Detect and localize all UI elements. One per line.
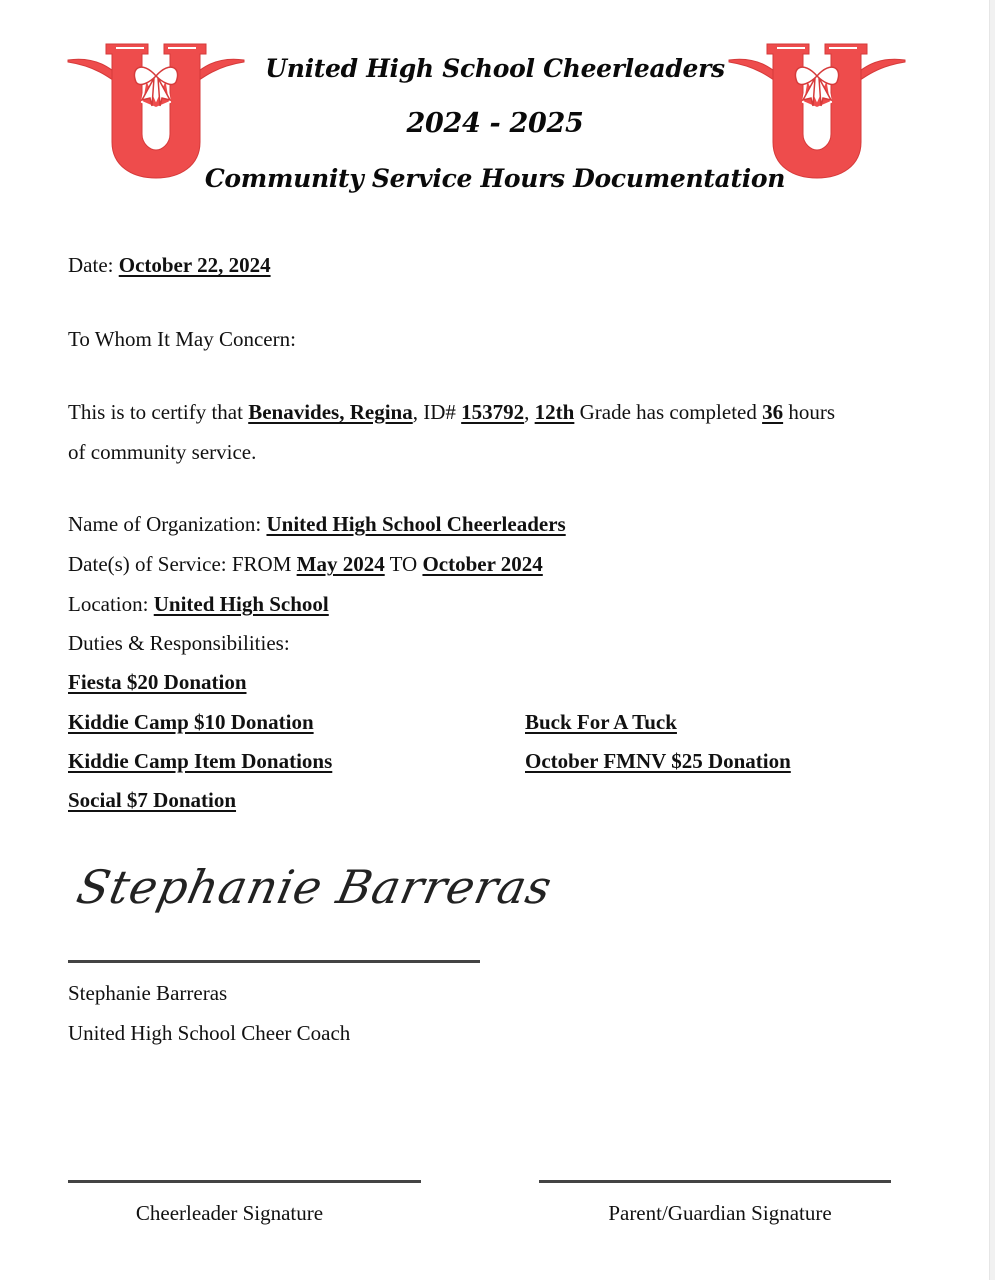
duty-item: Buck For A Tuck — [525, 710, 677, 734]
service-to: October 2024 — [422, 552, 543, 576]
date-label: Date: — [68, 253, 114, 277]
certify-prefix: This is to certify that — [68, 400, 243, 424]
student-id: 153792 — [461, 400, 525, 424]
location-line — [68, 592, 329, 617]
cheerleader-signature-label: Cheerleader Signature — [135, 1201, 324, 1225]
salutation: To Whom It May Concern: — [68, 327, 296, 351]
parent-signature-line[interactable] — [539, 1180, 891, 1183]
organization-line — [68, 512, 566, 537]
document-title: United High School Cheerleaders — [265, 54, 725, 83]
service-from: May 2024 — [296, 552, 385, 576]
date-value: October 22, 2024 — [118, 253, 271, 277]
document-subtitle: Community Service Hours Documentation — [204, 164, 786, 193]
parent-signature-label: Parent/Guardian Signature — [608, 1201, 832, 1225]
duty-item: Kiddie Camp $10 Donation — [68, 710, 314, 734]
school-year: 2024 - 2025 — [406, 108, 584, 139]
hours-value: 36 — [762, 400, 784, 424]
id-label: , ID# — [412, 400, 456, 424]
duty-item: Social $7 Donation — [68, 788, 237, 812]
duty-item: Kiddie Camp Item Donations — [68, 749, 333, 773]
coach-signature-script: Stephanie Barreras — [72, 860, 558, 914]
location-value: United High School — [153, 592, 329, 616]
coach-title: United High School Cheer Coach — [68, 1021, 351, 1045]
service-label: Date(s) of Service: FROM — [68, 552, 292, 576]
org-label: Name of Organization: — [68, 512, 262, 536]
certify-line-2: of community service. — [68, 440, 257, 464]
grade-suffix: Grade has completed — [579, 400, 757, 424]
coach-signature-line — [68, 960, 480, 963]
duty-item: Fiesta $20 Donation — [68, 670, 247, 694]
date-line — [68, 253, 271, 278]
coach-name: Stephanie Barreras — [68, 981, 228, 1005]
hours-suffix: hours — [788, 400, 836, 424]
service-to-label: TO — [389, 552, 418, 576]
location-label: Location: — [68, 592, 149, 616]
student-name: Benavides, Regina — [248, 400, 413, 424]
certify-line: This is to certify that Benavides, Regina, ID# 153792, 12th Grade has completed 36 hours — [68, 400, 836, 424]
cheerleader-signature-line[interactable] — [68, 1180, 421, 1183]
duties-label: Duties & Responsibilities: — [68, 631, 290, 655]
service-dates-line — [68, 552, 543, 577]
grade-value: 12th — [534, 400, 575, 424]
duty-item: October FMNV $25 Donation — [525, 749, 791, 773]
org-value: United High School Cheerleaders — [266, 512, 566, 536]
